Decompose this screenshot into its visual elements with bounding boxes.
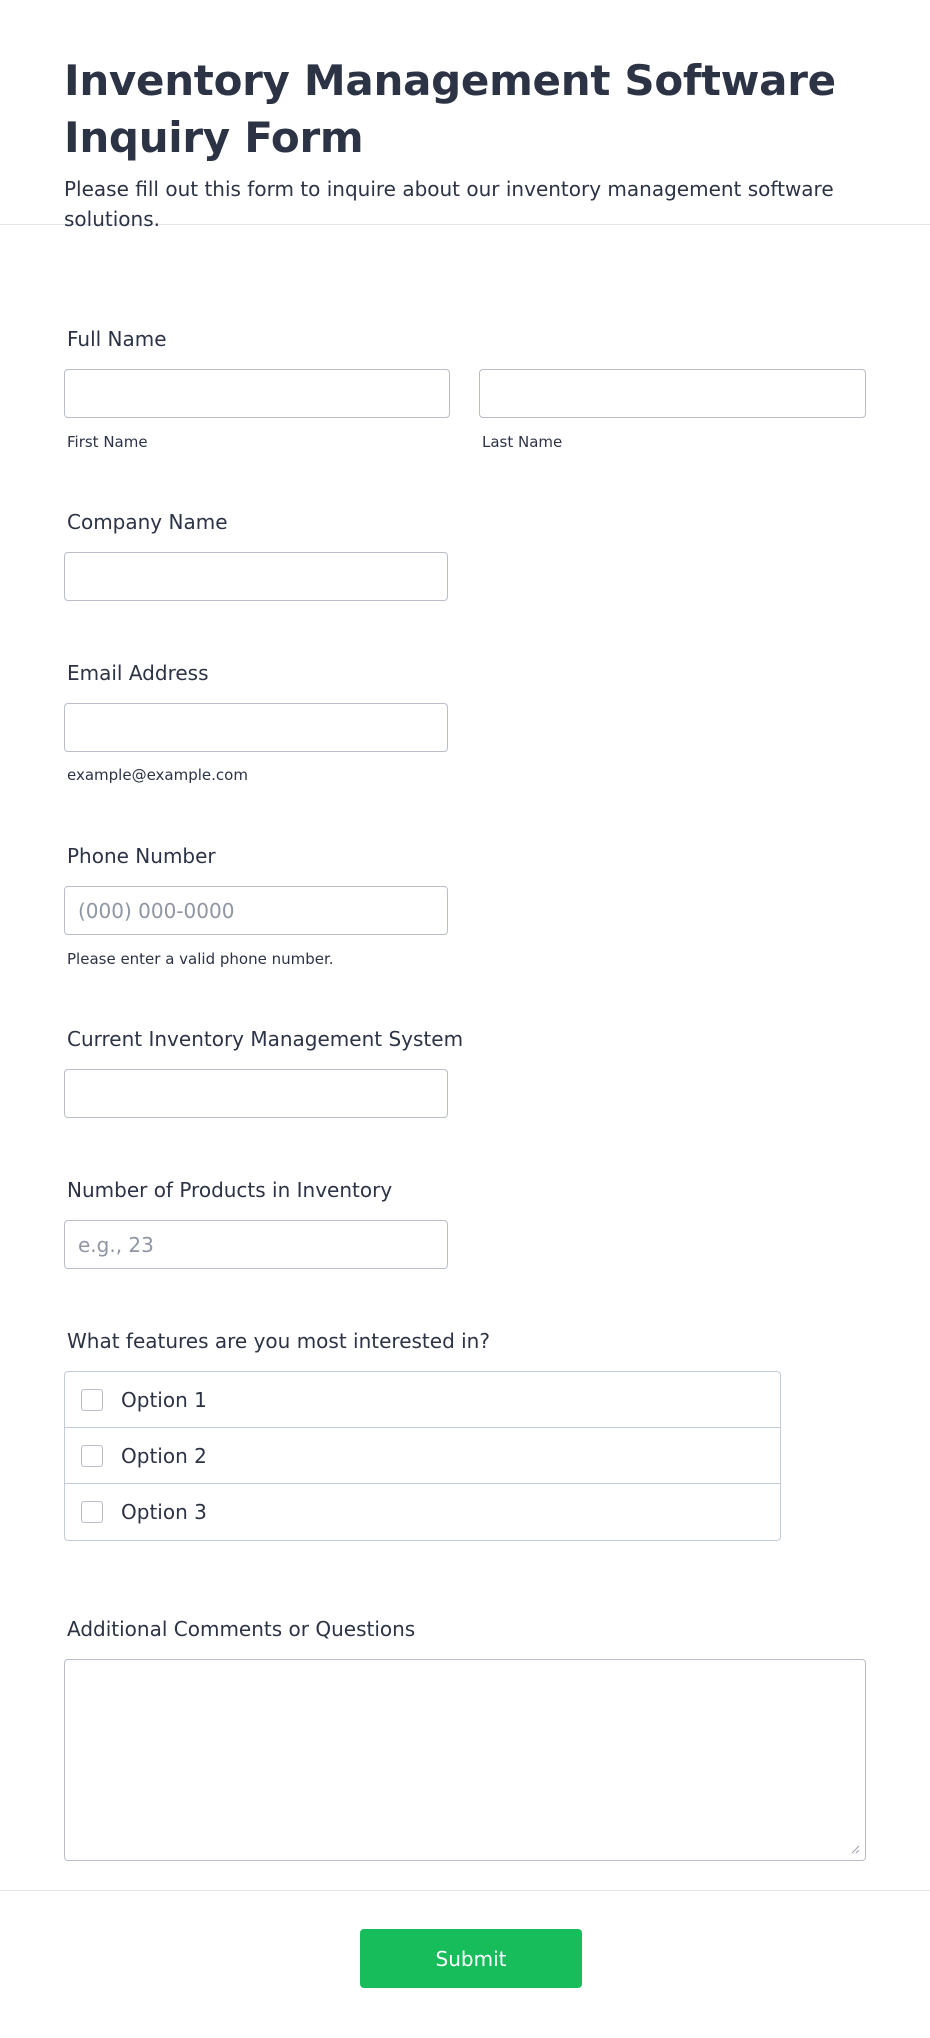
comments-textarea[interactable] [64,1659,866,1861]
email-input[interactable] [64,703,448,752]
form-header [0,0,930,231]
form-title: Inventory Management Software Inquiry Form [64,56,836,162]
phone-sublabel: Please enter a valid phone number. [67,950,334,968]
feature-option-3[interactable] [65,1484,780,1540]
phone-input[interactable] [64,886,448,935]
checkbox-icon[interactable] [81,1389,103,1411]
form-footer [0,1890,930,2038]
full-name-label: Full Name [67,327,167,351]
last-name-sublabel: Last Name [482,433,563,451]
first-name-sublabel: First Name [67,433,148,451]
current-system-input[interactable] [64,1069,448,1118]
feature-option-label: Option 1 [121,1387,207,1412]
first-name-input[interactable] [64,369,450,418]
checkbox-icon[interactable] [81,1501,103,1523]
company-name-input[interactable] [64,552,448,601]
feature-option-label: Option 2 [121,1443,207,1468]
current-system-label: Current Inventory Management System [67,1027,464,1051]
last-name-input[interactable] [479,369,866,418]
feature-option-label: Option 3 [121,1500,207,1524]
form-subtitle: Please fill out this form to inquire about our inventory management software solutions. [64,177,834,231]
checkbox-icon[interactable] [81,1445,103,1467]
features-label: What features are you most interested in? [67,1329,490,1353]
feature-option-1[interactable] [65,1372,780,1428]
products-count-label: Number of Products in Inventory [67,1178,393,1202]
company-name-label: Company Name [67,510,228,534]
feature-option-2[interactable] [65,1428,780,1484]
phone-label: Phone Number [67,844,216,868]
products-count-input[interactable] [64,1220,448,1269]
features-checkbox-group [64,1371,781,1541]
resize-handle-icon[interactable] [850,1844,860,1854]
comments-label: Additional Comments or Questions [67,1617,416,1641]
email-label: Email Address [67,661,209,685]
email-sublabel: example@example.com [67,766,248,784]
submit-button[interactable]: Submit [360,1929,582,1988]
